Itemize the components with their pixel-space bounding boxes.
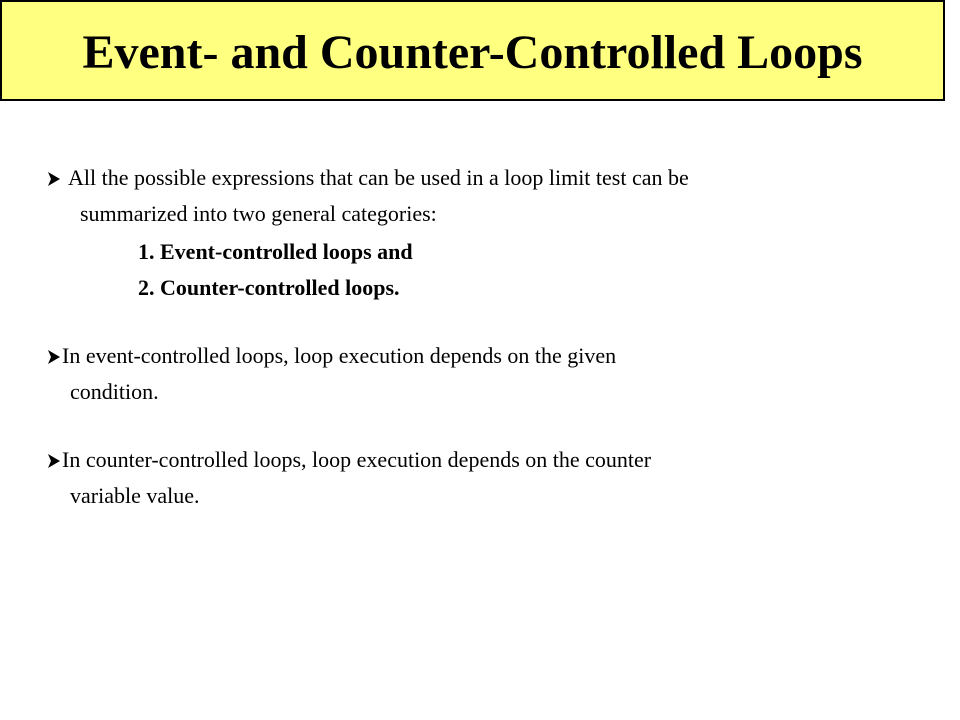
bullet-3-text: In counter-controlled loops, loop execution depends on the counter — [62, 447, 652, 472]
arrowhead-bullet-icon — [48, 172, 60, 186]
bullet-2-line-2: condition. — [70, 379, 159, 404]
arrowhead-bullet-icon — [48, 350, 60, 364]
bullet-1-line-2: summarized into two general categories: — [80, 201, 437, 226]
category-item-1: 1. Event-controlled loops and — [138, 239, 413, 264]
bullet-1-text: All the possible expressions that can be used in a loop limit test can be — [68, 165, 689, 190]
title-banner — [0, 0, 945, 101]
bullet-3-line-1 — [48, 442, 651, 478]
category-item-2: 2. Counter-controlled loops. — [138, 275, 400, 300]
bullet-2-line-1 — [48, 338, 616, 374]
slide-title: Event- and Counter-Controlled Loops — [82, 25, 863, 79]
bullet-1-line-1 — [48, 160, 689, 196]
bullet-3-line-2: variable value. — [70, 483, 200, 508]
bullet-2-text: In event-controlled loops, loop execution depends on the given — [62, 343, 617, 368]
arrowhead-bullet-icon — [48, 454, 60, 468]
